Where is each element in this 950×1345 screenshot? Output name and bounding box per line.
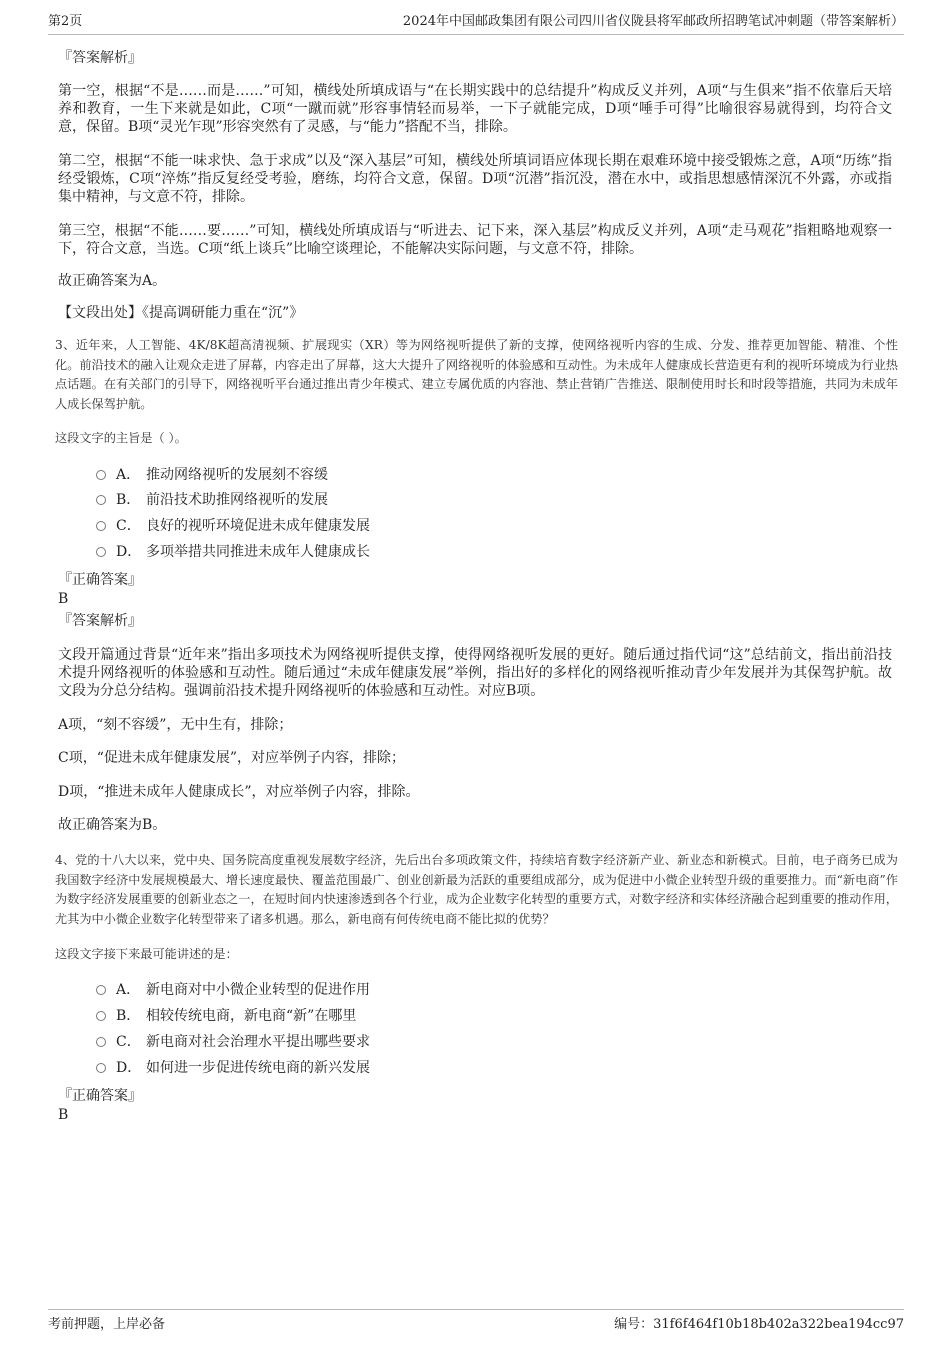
question-3-option-b[interactable]: B． 前沿技术助推网络视听的发展 — [96, 490, 328, 512]
question-4-option-b[interactable]: B． 相较传统电商，新电商“新”在哪里 — [96, 1006, 356, 1028]
question-3-text: 3、近年来，人工智能、4K/8K超高清视频、扩展现实（XR）等为网络视听提供了新的支撑，使网络视听内容的生成、分发、推荐更加智能、精准、个性化。前沿技术的融入让观众走进了屏幕，内容走出了屏幕，这大大提升了网络视听的体验感和互动性。为未成年人健康成长营造更有利的视听环境成为行业热点话题。在有关部门的引导下，网络视听平台通过推出青少年模式、建立专属优质的内容池、禁止营销广告推送、限制使用时长和时段等措施，共同为未成年人成长保驾护航。 — [55, 338, 898, 411]
radio-icon[interactable] — [96, 1011, 106, 1021]
question-3-option-d[interactable]: D． 多项举措共同推进未成年人健康成长 — [96, 542, 370, 564]
radio-icon[interactable] — [96, 1037, 106, 1047]
passage-source: 【文段出处】《提高调研能力重在“沉”》 — [58, 305, 304, 321]
analysis-paragraph: 第二空，根据“不能一味求快、急于求成”以及“深入基层”可知，横线处所填词语应体现长期在艰难环境中接受锻炼之意，A项“历练”指经受锻炼，C项“淬炼”指反复经受考验，磨练，均符合文意，保留。D项“沉潜”指沉没，潜在水中，或指思想感情深沉不外露，亦或指集中精神，与文意不符，排除。 — [58, 153, 892, 205]
radio-icon[interactable] — [96, 547, 106, 557]
question-3-option-a[interactable]: A． 推动网络视听的发展刻不容缓 — [96, 465, 328, 487]
page-number: 第2页 — [48, 14, 83, 29]
correct-answer-label: 『正确答案』 — [58, 1088, 142, 1104]
analysis-paragraph: 第一空，根据“不是……而是……”可知，横线处所填成语与“在长期实践中的总结提升”构成反义并列，A项“与生俱来”指不依靠后天培养和教育，一生下来就是如此，C项“一蹴而就”形容事情轻而易举，一下子就能完成，D项“唾手可得”比喻很容易就得到，均符合文意，保留。B项“灵光乍现”形容突然有了灵感，与“能力”搭配不当，排除。 — [58, 83, 892, 135]
analysis-conclusion: 故正确答案为A。 — [58, 273, 167, 289]
question-4-stem: 这段文字接下来最可能讲述的是： — [55, 947, 238, 961]
page-footer — [48, 1309, 904, 1334]
question-3-option-c[interactable]: C． 良好的视听环境促进未成年健康发展 — [96, 516, 370, 538]
radio-icon[interactable] — [96, 1063, 106, 1073]
analysis-paragraph: C项，“促进未成年健康发展”，对应举例子内容，排除； — [58, 750, 406, 766]
analysis-paragraph: 第三空，根据“不能……要……”可知，横线处所填成语与“听进去、记下来，深入基层”构成反义并列，A项“走马观花”指粗略地观察一下，符合文意，当选。C项“纸上谈兵”比喻空谈理论，不能解决实际问题，与文意不符，排除。 — [58, 223, 892, 257]
question-3-stem: 这段文字的主旨是（ ）。 — [55, 431, 187, 445]
analysis-conclusion: 故正确答案为B。 — [58, 817, 167, 833]
radio-icon[interactable] — [96, 985, 106, 995]
document-title: 2024年中国邮政集团有限公司四川省仪陇县将军邮政所招聘笔试冲刺题（带答案解析） — [402, 14, 904, 29]
analysis-paragraph: 文段开篇通过背景“近年来”指出多项技术为网络视听提供支撑，使得网络视听发展的更好。随后通过指代词“这”总结前文，指出前沿技术提升网络视听的体验感和互动性。随后通过“未成年健康发展”举例，指出好的多样化的网络视听推动青少年发展并为其保驾护航。故文段为分总分结构。强调前沿技术提升网络视听的体验感和互动性。对应B项。 — [58, 647, 892, 699]
question-4-option-c[interactable]: C． 新电商对社会治理水平提出哪些要求 — [96, 1032, 370, 1054]
document-code: 编号：31f6f464f10b18b402a322bea194cc97 — [614, 1317, 904, 1332]
correct-answer: B — [58, 591, 69, 607]
question-4-text: 4、党的十八大以来，党中央、国务院高度重视发展数字经济，先后出台多项政策文件，持续培育数字经济新产业、新业态和新模式。目前，电子商务已成为我国数字经济中发展规模最大、增长速度最快、覆盖范围最广、创业创新最为活跃的重要组成部分，成为促进中小微企业转型升级的重要推力。而“新电商”作为数字经济发展重要的创新业态之一，在短时间内快速渗透到各个行业，成为企业数字化转型的重要方式，对数字经济和实体经济融合起到重要的推动作用，尤其为中小微企业数字化转型带来了诸多机遇。那么，新电商有何传统电商不能比拟的优势？ — [55, 853, 898, 926]
correct-answer-label: 『正确答案』 — [58, 572, 142, 588]
radio-icon[interactable] — [96, 521, 106, 531]
footer-note: 考前押题，上岸必备 — [48, 1317, 166, 1332]
radio-icon[interactable] — [96, 495, 106, 505]
question-4-option-d[interactable]: D． 如何进一步促进传统电商的新兴发展 — [96, 1058, 370, 1080]
radio-icon[interactable] — [96, 470, 106, 480]
analysis-label: 『答案解析』 — [58, 50, 142, 66]
analysis-label: 『答案解析』 — [58, 613, 142, 629]
question-4-option-a[interactable]: A． 新电商对中小微企业转型的促进作用 — [96, 980, 370, 1002]
analysis-paragraph: D项，“推进未成年人健康成长”，对应举例子内容，排除。 — [58, 784, 420, 800]
correct-answer: B — [58, 1107, 69, 1123]
analysis-paragraph: A项，“刻不容缓”，无中生有，排除； — [58, 717, 293, 733]
